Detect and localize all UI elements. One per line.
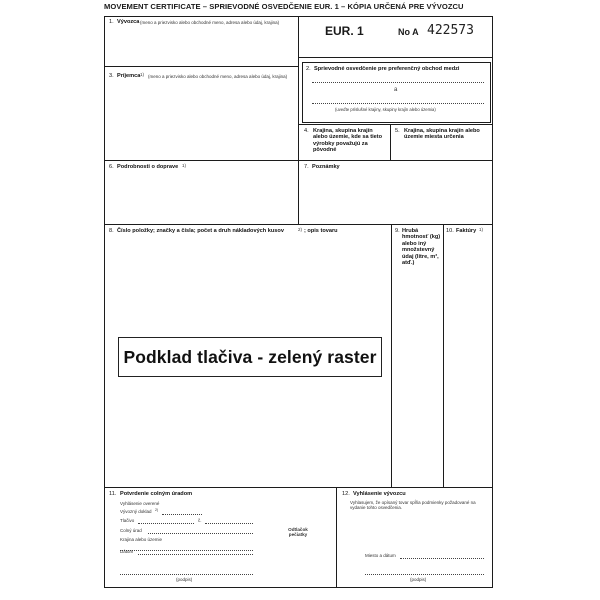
- box11-dot-sign: [120, 574, 253, 575]
- box2-title: Sprievodné osvedčenie pre preferenčný obchod medzi: [314, 66, 460, 72]
- divider-col10: [443, 224, 444, 487]
- box8-number: 8.: [109, 228, 114, 234]
- box11-stamp: Odtlačok pečiatky: [288, 527, 308, 538]
- box9-number: 9.: [395, 228, 400, 234]
- box11-dot-5a: [120, 550, 253, 551]
- box3-number: 3.: [109, 73, 114, 79]
- divider-mid-upper: [298, 16, 299, 224]
- box11-line-5: Krajina alebo územie: [120, 537, 163, 542]
- green-raster-note-text: Podklad tlačiva - zelený raster: [123, 346, 377, 367]
- box11-line-6: Dátum: [120, 549, 134, 554]
- box8-title: Číslo položky; značky a čísla; počet a druh nákladových kusov: [117, 228, 284, 234]
- frame-bottom: [104, 587, 493, 588]
- box2-line-2: [312, 103, 484, 104]
- box11-line-1: Vyhlásenie overené: [120, 501, 160, 506]
- box7-number: 7.: [304, 164, 309, 170]
- box5-number: 5.: [395, 128, 400, 134]
- box2-number: 2.: [306, 66, 311, 72]
- box11-line-2: Vývozný doklad: [120, 509, 152, 514]
- box6-number: 6.: [109, 164, 114, 170]
- box11-tlacivo-no: č.: [198, 518, 202, 523]
- box1-note: (meno a priezvisko alebo obchodné meno, adresa alebo údaj, krajina): [140, 19, 280, 25]
- box12-title: Vyhlásenie vývozcu: [353, 491, 406, 497]
- box12-place-date: Miesto a dátum: [365, 553, 396, 558]
- box12-text: Vyhlasujem, že opísaný tovar spĺňa podmienky požadované na vydanie tohto osvedčenia.: [350, 500, 476, 511]
- divider-r1: [298, 57, 493, 58]
- box8-suffix: ; opis tovaru: [304, 228, 338, 234]
- frame-right: [492, 16, 493, 588]
- box11-dot-6: [138, 554, 253, 555]
- box12-dot-sign: [365, 574, 484, 575]
- form-code: EUR. 1: [325, 24, 364, 38]
- box11-dot-4: [148, 533, 253, 534]
- frame-left: [104, 16, 105, 588]
- box2-footnote: (uveďte príslušné krajiny, skupiny krajín alebo územia): [335, 107, 436, 112]
- box8-sup: 2): [298, 227, 303, 232]
- box10-title: Faktúry: [456, 228, 477, 234]
- box7-title: Poznámky: [312, 164, 340, 170]
- divider-row8: [104, 224, 493, 225]
- box10-number: 10.: [446, 228, 454, 234]
- box5-title: Krajina, skupina krajín alebo územie miesta určenia: [404, 128, 480, 141]
- divider-row6: [104, 160, 493, 161]
- box6-title: Podrobnosti o doprave: [117, 164, 179, 170]
- box11-line-2-sup: 2): [155, 507, 159, 512]
- box11-number: 11.: [109, 491, 117, 497]
- divider-mid-lower: [336, 487, 337, 587]
- box3-title: Príjemca: [117, 73, 141, 79]
- box11-dot-3a: [138, 523, 194, 524]
- box11-title: Potvrdenie colným úradom: [120, 491, 193, 497]
- box2-line-1: [312, 82, 484, 83]
- box3-sup: 1): [140, 72, 145, 77]
- box9-title: Hrubá hmotnosť (kg) alebo iný množstevný údaj (litre, m³, atď.): [402, 228, 441, 267]
- box11-line-3: Tlačivo: [120, 518, 135, 523]
- divider-l1: [104, 66, 299, 67]
- box2-and: a: [394, 87, 398, 93]
- box10-sup: 1): [479, 227, 484, 232]
- box6-sup: 1): [182, 163, 187, 168]
- box11-dot-2: [162, 514, 202, 515]
- form-header-title: MOVEMENT CERTIFICATE – SPRIEVODNÉ OSVEDČENIE EUR. 1 – KÓPIA URČENÁ PRE VÝVOZCU: [104, 2, 464, 11]
- serial-number: 422573: [427, 23, 474, 38]
- box3-note: (meno a priezvisko alebo obchodné meno, adresa alebo údaj, krajina): [148, 73, 288, 79]
- green-raster-note: [118, 337, 382, 377]
- box4-number: 4.: [304, 128, 309, 134]
- box12-sign: (podpis): [410, 577, 427, 582]
- box4-title: Krajina, skupina krajín alebo územie, kde sa tieto výrobky považujú za pôvodné: [313, 128, 383, 154]
- serial-label: No A: [398, 27, 419, 37]
- divider-r2: [298, 124, 493, 125]
- box11-line-4: Colný úrad: [120, 528, 142, 533]
- divider-box45: [390, 124, 391, 160]
- box12-dot-place: [400, 558, 484, 559]
- box1-number: 1.: [109, 19, 114, 25]
- box12-number: 12.: [342, 491, 350, 497]
- box11-sign: (podpis): [176, 577, 193, 582]
- box11-dot-3b: [205, 523, 253, 524]
- divider-row11: [104, 487, 493, 488]
- divider-col9: [391, 224, 392, 487]
- box1-title: Vývozca: [117, 19, 140, 25]
